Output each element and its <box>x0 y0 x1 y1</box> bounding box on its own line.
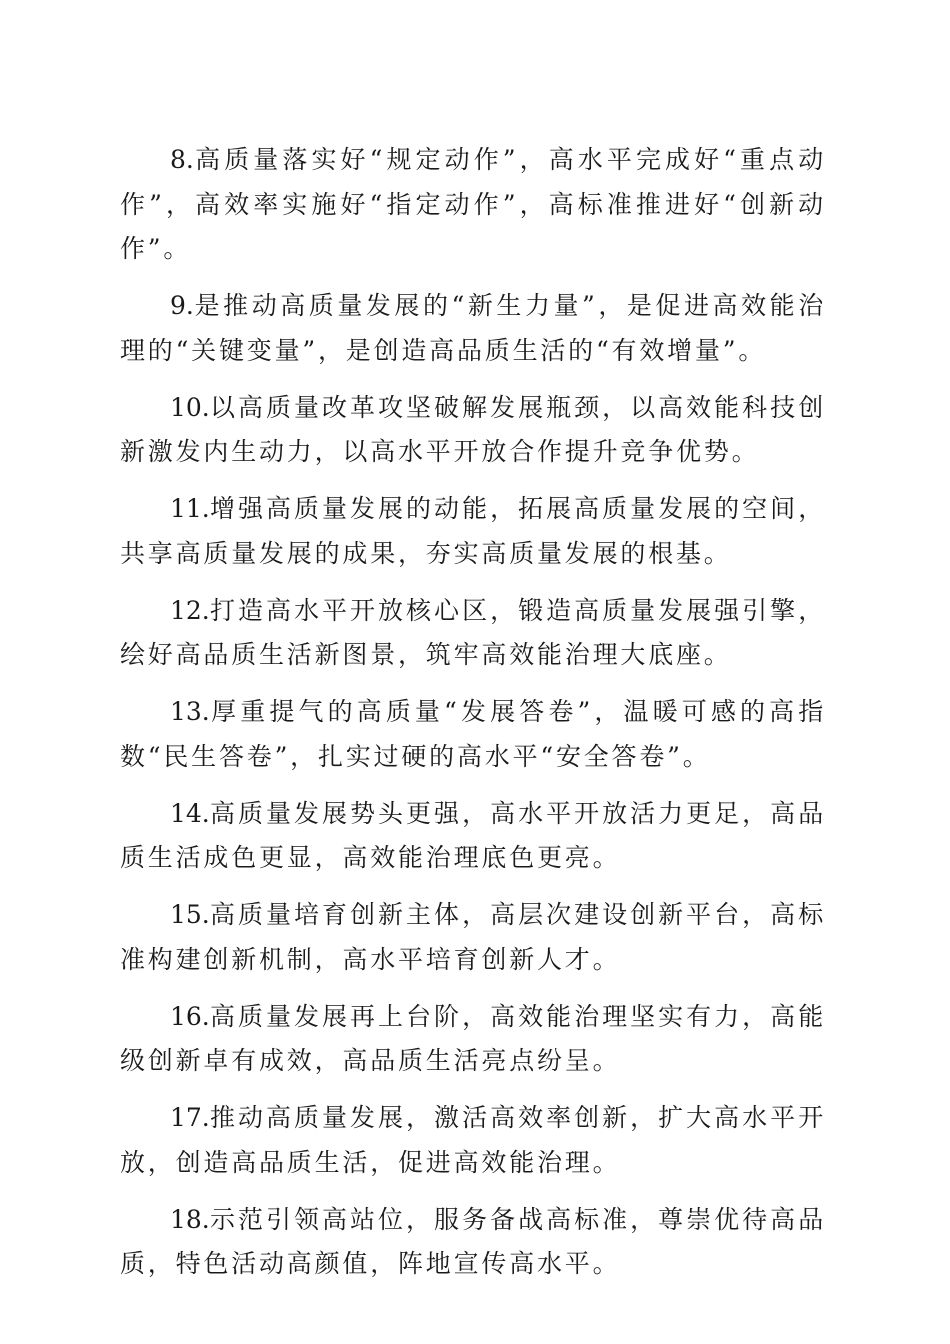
item-number: 11. <box>170 494 210 523</box>
item-text: 厚重提气的高质量“发展答卷”，温暖可感的高指数“民生答卷”，扎实过硬的高水平“安全答卷”。 <box>120 697 826 771</box>
item-number: 13. <box>170 697 210 726</box>
item-number: 16. <box>170 1001 210 1031</box>
item-text: 推动高质量发展，激活高效率创新，扩大高水平开放，创造高品质生活，促进高效能治理。 <box>120 1103 826 1177</box>
list-item-13 <box>120 690 826 779</box>
item-number: 14. <box>170 798 210 828</box>
item-text: 高质量发展势头更强，高水平开放活力更足，高品质生活成色更显，高效能治理底色更亮。 <box>120 798 826 872</box>
list-item-17 <box>120 1096 826 1185</box>
item-text: 增强高质量发展的动能，拓展高质量发展的空间，共享高质量发展的成果，夯实高质量发展的根基。 <box>120 494 826 568</box>
list-item-12 <box>120 589 826 678</box>
list-item-11 <box>120 487 826 576</box>
list-item-9 <box>120 284 826 373</box>
document-body <box>120 138 826 1299</box>
list-item-16 <box>120 995 826 1084</box>
item-number: 12. <box>170 595 210 625</box>
item-number: 9. <box>170 291 194 320</box>
item-text: 是推动高质量发展的“新生力量”，是促进高效能治理的“关键变量”，是创造高品质生活的“有效增量”。 <box>120 291 826 365</box>
item-text: 以高质量改革攻坚破解发展瓶颈，以高效能科技创新激发内生动力，以高水平开放合作提升竞争优势。 <box>120 392 826 466</box>
item-number: 17. <box>170 1103 210 1132</box>
item-text: 示范引领高站位，服务备战高标准，尊崇优待高品质，特色活动高颜值，阵地宣传高水平。 <box>120 1204 826 1278</box>
item-number: 8. <box>170 145 194 174</box>
item-number: 18. <box>170 1204 210 1234</box>
item-number: 15. <box>170 900 210 929</box>
list-item-18 <box>120 1198 826 1287</box>
item-number: 10. <box>170 392 210 422</box>
list-item-14 <box>120 792 826 881</box>
list-item-15 <box>120 893 826 982</box>
item-text: 高质量培育创新主体，高层次建设创新平台，高标准构建创新机制，高水平培育创新人才。 <box>120 900 826 974</box>
item-text: 高质量发展再上台阶，高效能治理坚实有力，高能级创新卓有成效，高品质生活亮点纷呈。 <box>120 1001 826 1075</box>
item-text: 打造高水平开放核心区，锻造高质量发展强引擎，绘好高品质生活新图景，筑牢高效能治理大底座。 <box>120 595 826 669</box>
item-text: 高质量落实好“规定动作”，高水平完成好“重点动作”，高效率实施好“指定动作”，高标准推进好“创新动作”。 <box>120 145 826 263</box>
list-item-10 <box>120 386 826 475</box>
list-item-8 <box>120 138 826 272</box>
